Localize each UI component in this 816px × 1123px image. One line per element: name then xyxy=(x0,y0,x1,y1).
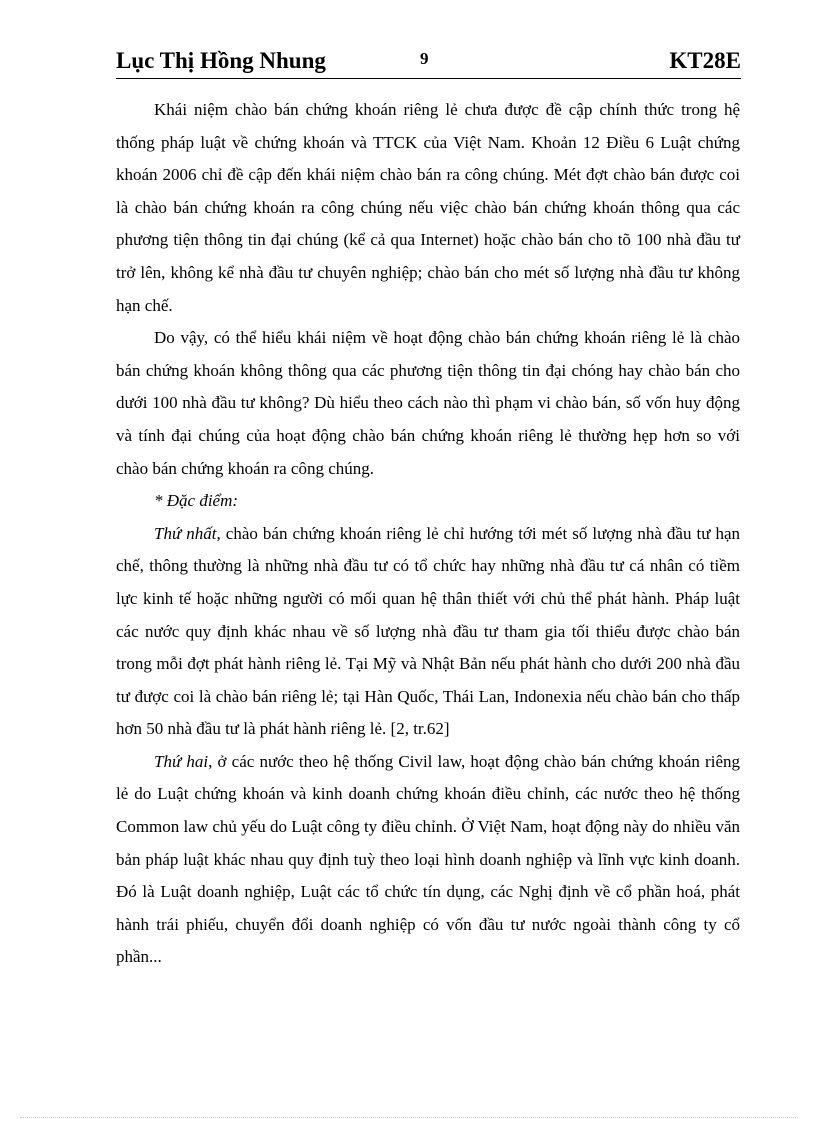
feature-second-lead: Thứ hai xyxy=(154,751,209,771)
page-bottom-border xyxy=(20,1117,796,1118)
class-code: KT28E xyxy=(669,48,741,73)
author-name: Lục Thị Hồng Nhung xyxy=(116,48,326,73)
feature-first-body: chào bán chứng khoán riêng lẻ chỉ hướng tới mét số lượng nhà đầu tư hạn chế, thông thường là những nhà đầu tư có tổ chức hay những nhà đầu tư cá nhân có tiềm lực kinh tế hoặc những người có mối quan hệ thân thiết với chủ thể phát hành. Pháp luật các nước quy định khác nhau về số lượng nhà đầu tư tham gia tối thiểu được chào bán trong mỗi đợt phát hành riêng lẻ. Tại Mỹ và Nhật Bản nếu phát hành cho dưới 200 nhà đầu tư được coi là chào bán riêng lẻ; tại Hàn Quốc, Thái Lan, Indonexia nếu chào bán cho thấp hơn 50 nhà đầu tư là phát hành riêng lẻ. [2, tr.62] xyxy=(116,523,741,739)
features-heading xyxy=(116,485,740,518)
page-number: 9 xyxy=(420,49,429,68)
feature-second-body: , ở các nước theo hệ thống Civil law, hoạt động chào bán chứng khoán riêng lẻ do Luật chứng khoán và kinh doanh chứng khoán điều chỉnh, các nước theo hệ thống Common law chủ yếu do Luật công ty điều chỉnh. Ở Việt Nam, hoạt động này do nhiều văn bản pháp luật khác nhau quy định tuỳ theo loại hình doanh nghiệp và lĩnh vực kinh doanh. Đó là Luật doanh nghiệp, Luật các tổ chức tín dụng, các Nghị định về cổ phần hoá, phát hành trái phiếu, chuyển đổi doanh nghiệp có vốn đầu tư nước ngoài thành công ty cổ phần... xyxy=(116,751,740,967)
feature-first-lead: Thứ nhất, xyxy=(154,523,221,543)
paragraph-definition: Khái niệm chào bán chứng khoán riêng lẻ chưa được đề cập chính thức trong hệ thống pháp luật về chứng khoán và TTCK của Việt Nam. Khoản 12 Điều 6 Luật chứng khoán 2006 chỉ đề cập đến khái niệm chào bán ra công chúng. Mét đợt chào bán được coi là chào bán chứng khoán ra công chúng nếu việc chào bán chứng khoán thông qua các phương tiện thông tin đại chúng (kể cả qua Internet) hoặc chào bán cho tõ 100 nhà đầu tư trở lên, không kể nhà đầu tư chuyên nghiệp; chào bán cho mét số lượng nhà đầu tư không hạn chế. xyxy=(116,100,740,315)
paragraph-interpretation: Do vậy, có thể hiểu khái niệm về hoạt động chào bán chứng khoán riêng lẻ là chào bán chứng khoán không thông qua các phương tiện thông tin đại chóng hay chào bán cho dưới 100 nhà đầu tư không? Dù hiểu theo cách nào thì phạm vi chào bán, số vốn huy động và tính đại chúng của hoạt động chào bán chứng khoán riêng lẻ thường hẹp hơn so với chào bán chứng khoán ra công chúng. xyxy=(116,328,740,478)
page-header xyxy=(116,46,741,79)
document-body xyxy=(116,94,740,974)
features-heading-text: * Đặc điểm: xyxy=(154,491,239,511)
paragraph-feature-second xyxy=(116,746,740,974)
paragraph-feature-first xyxy=(116,518,740,746)
